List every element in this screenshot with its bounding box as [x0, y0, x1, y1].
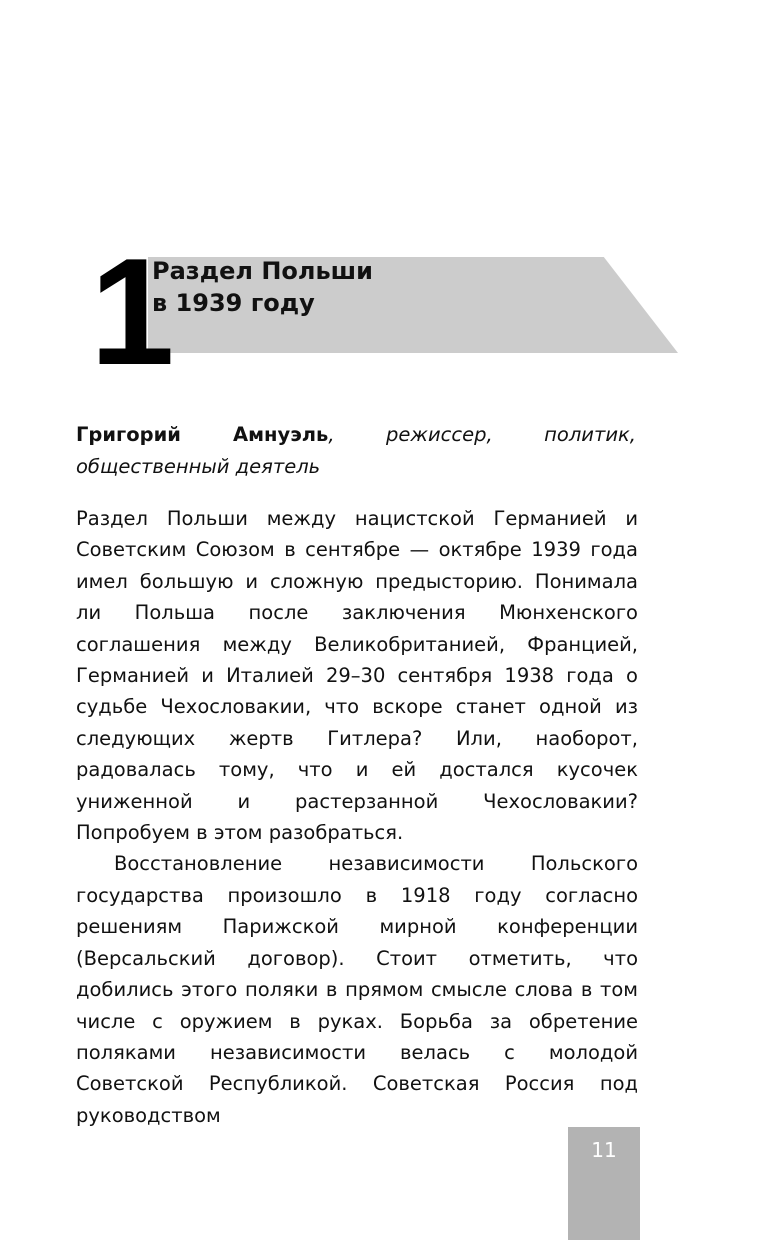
chapter-title: [152, 255, 373, 319]
paragraph: Восстановление независимости Польского государства произошло в 1918 году согласно решениям Парижской мирной конференции (Версальский договор). Стоит отметить, что добились этого поляки в прямом смысле слова в том числе с оружием в руках. Борьба за обретение поляками независимости велась с молодой Советской Республикой. Советская Россия под руководством: [76, 852, 638, 1127]
chapter-title-line-1: Раздел Польши: [152, 257, 373, 285]
chapter-title-line-2: в 1939 году: [152, 289, 315, 317]
body-text: [76, 503, 638, 1131]
author-role: , режиссер, политик, общественный деятель: [76, 423, 636, 478]
paragraph: Раздел Польши между нацистской Германией и Советским Союзом в сентябре — октябре 1939 года имел большую и сложную предысторию. Понимала ли Польша после заключения Мюнхенского соглашения между Великобританией, Францией, Германией и Италией 29–30 сентября 1938 года о судьбе Чехословакии, что вскоре станет одной из следующих жертв Гитлера? Или, наоборот, радовалась тому, что и ей достался кусочек униженной и растерзанной Чехословакии? Попробуем в этом разобраться.: [76, 507, 638, 845]
page-number: 11: [591, 1138, 617, 1162]
author-name: Григорий Амнуэль: [76, 423, 329, 446]
author-byline: [76, 419, 636, 483]
chapter-number: 1: [90, 227, 171, 397]
